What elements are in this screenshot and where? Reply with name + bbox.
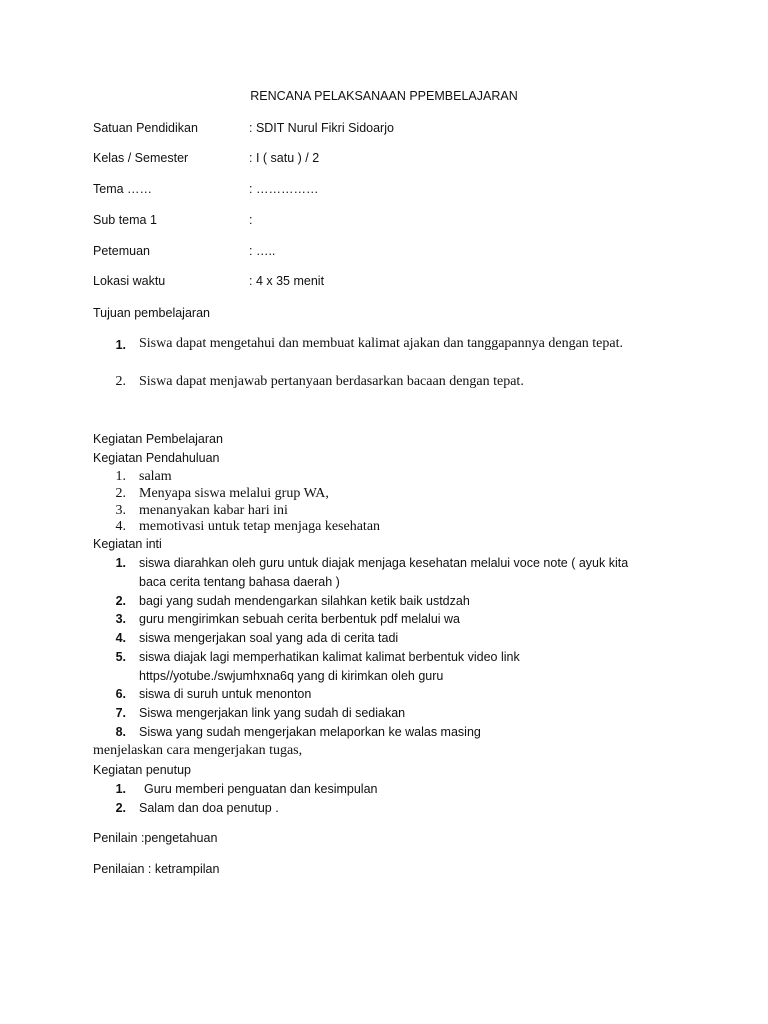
list-item: Siswa yang sudah mengerjakan melaporkan ke walas masing	[139, 725, 481, 739]
identity-label: Petemuan	[93, 244, 150, 258]
identity-value: : I ( satu ) / 2	[249, 151, 320, 165]
list-number: 5.	[115, 650, 126, 664]
list-number: 7.	[115, 706, 126, 720]
identity-value: : …..	[249, 244, 276, 258]
list-number: 2.	[115, 594, 126, 608]
identity-label: Tema ……	[93, 182, 153, 196]
list-number: 2.	[115, 374, 126, 389]
list-number: 4.	[115, 519, 126, 534]
list-number: 3.	[115, 503, 126, 518]
identity-value: : ……………	[249, 182, 319, 196]
list-item: siswa di suruh untuk menonton	[139, 687, 312, 701]
list-item: siswa diajak lagi memperhatikan kalimat kalimat berbentuk video link	[139, 650, 520, 664]
tujuan-heading: Tujuan pembelajaran	[93, 306, 210, 320]
identity-value: : 4 x 35 menit	[249, 274, 325, 288]
list-number: 1.	[115, 556, 126, 570]
list-item: Siswa dapat menjawab pertanyaan berdasarkan bacaan dengan tepat.	[139, 374, 524, 389]
list-item: Siswa mengerjakan link yang sudah di sediakan	[139, 706, 406, 720]
list-number: 1.	[115, 782, 126, 796]
identity-value: :	[249, 213, 253, 227]
list-item: Menyapa siswa melalui grup WA,	[139, 486, 329, 501]
list-item: menanyakan kabar hari ini	[139, 503, 288, 518]
list-item: salam	[139, 469, 172, 484]
penilaian-pengetahuan: Penilain :pengetahuan	[93, 831, 218, 845]
identity-label: Lokasi waktu	[93, 274, 166, 288]
list-number: 1.	[115, 469, 126, 484]
list-item: bagi yang sudah mendengarkan silahkan ketik baik ustdzah	[139, 594, 470, 608]
identity-label: Satuan Pendidikan	[93, 121, 198, 135]
list-item: siswa diarahkan oleh guru untuk diajak menjaga kesehatan melalui voce note ( ayuk kita	[139, 556, 629, 570]
inti-heading: Kegiatan inti	[93, 537, 162, 551]
list-number: 8.	[115, 725, 126, 739]
list-number: 1.	[115, 338, 126, 352]
document-title: RENCANA PELAKSANAAN PPEMBELAJARAN	[250, 89, 518, 103]
list-item-continuation: https//yotube./swjumhxna6q yang di kirimkan oleh guru	[139, 669, 444, 683]
list-number: 3.	[115, 612, 126, 626]
list-item-continuation: baca cerita tentang bahasa daerah )	[139, 575, 340, 589]
inti-continuation: menjelaskan cara mengerjakan tugas,	[93, 743, 303, 758]
list-item: Guru memberi penguatan dan kesimpulan	[144, 782, 378, 796]
list-item: Siswa dapat mengetahui dan membuat kalimat ajakan dan tanggapannya dengan tepat.	[139, 336, 623, 351]
list-item: memotivasi untuk tetap menjaga kesehatan	[139, 519, 381, 534]
penilaian-keterampilan: Penilaian : ketrampilan	[93, 862, 220, 876]
identity-value: : SDIT Nurul Fikri Sidoarjo	[249, 121, 394, 135]
list-item: siswa mengerjakan soal yang ada di cerita tadi	[139, 631, 399, 645]
kegiatan-pembelajaran-heading: Kegiatan Pembelajaran	[93, 432, 223, 446]
identity-label: Kelas / Semester	[93, 151, 189, 165]
list-item: Salam dan doa penutup .	[139, 801, 279, 815]
penutup-heading: Kegiatan penutup	[93, 763, 192, 777]
list-number: 4.	[115, 631, 126, 645]
identity-label: Sub tema 1	[93, 213, 157, 227]
list-number: 6.	[115, 687, 126, 701]
list-number: 2.	[115, 486, 126, 501]
list-item: guru mengirimkan sebuah cerita berbentuk pdf melalui wa	[139, 612, 461, 626]
list-number: 2.	[115, 801, 126, 815]
pendahuluan-heading: Kegiatan Pendahuluan	[93, 451, 220, 465]
